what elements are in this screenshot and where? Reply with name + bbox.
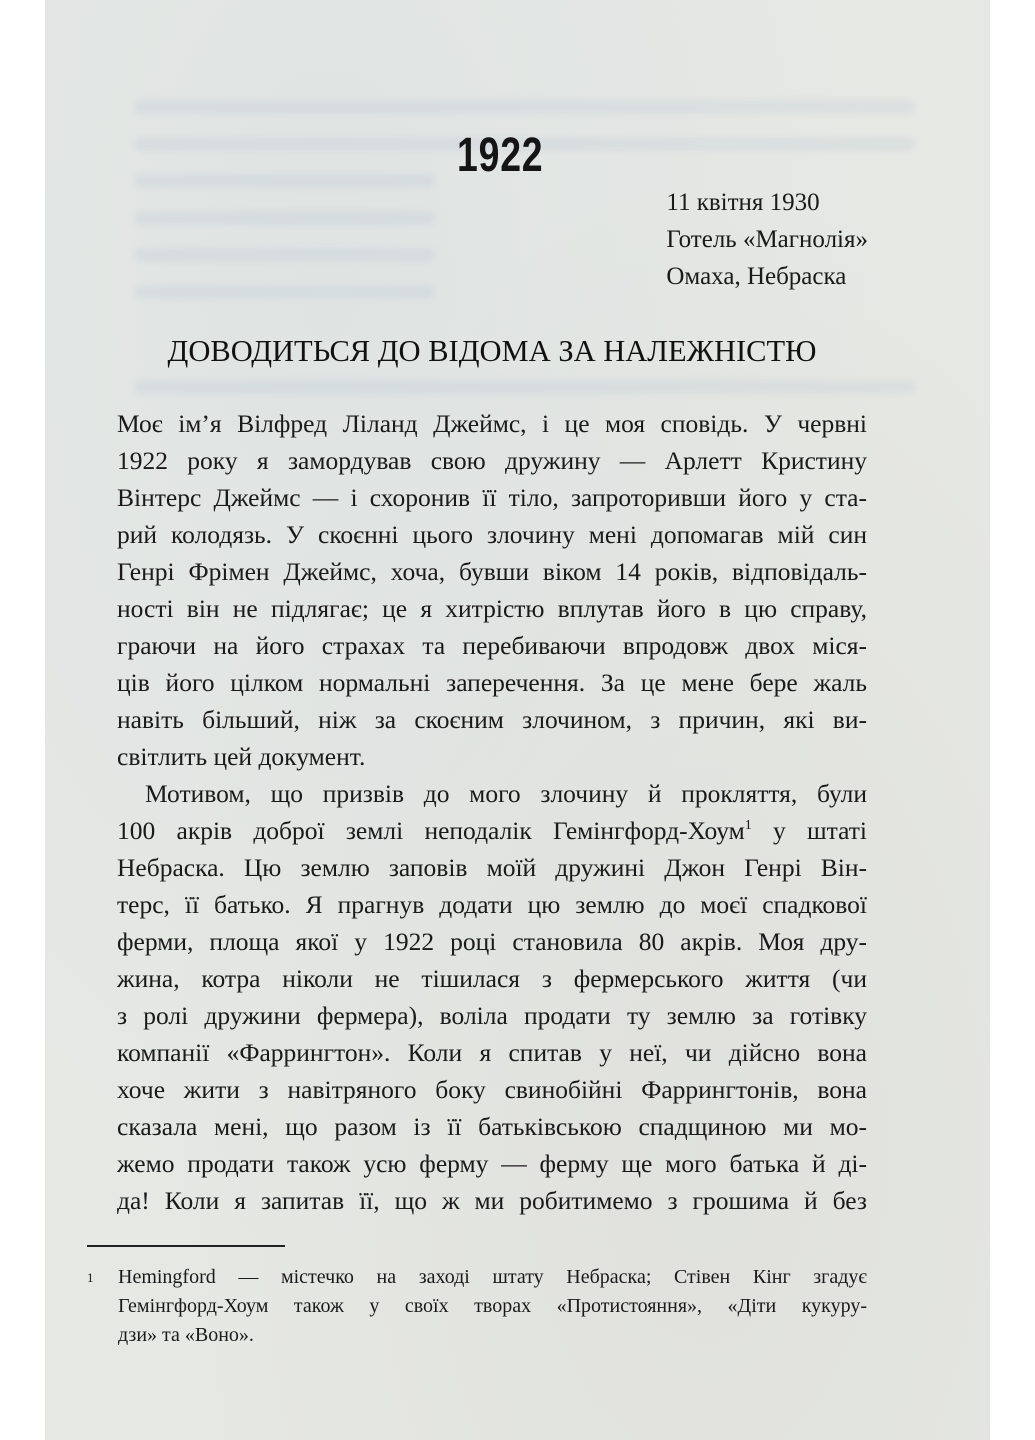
bleed-through-text <box>135 100 915 114</box>
text-line: Генрі Фрімен Джеймс, хоча, бувши віком 14 років, відповідаль- <box>117 557 867 586</box>
text-line: ців його цілком нормальні заперечення. За це мене бере жаль <box>117 668 867 697</box>
footnote-mark: 1 <box>87 1270 94 1285</box>
text-line: ності він не підлягає; це я хитрістю вплутав його в цю справу, <box>117 594 867 623</box>
dateline <box>666 184 868 295</box>
body-text <box>117 405 867 1219</box>
dateline-city: Омаха, Небраска <box>666 263 847 290</box>
bleed-through-text <box>135 248 435 262</box>
text-line: Вінтерс Джеймс — і схоронив її тіло, запроторивши його у ста- <box>117 483 867 512</box>
chapter-number: 1922 <box>457 129 544 182</box>
text-line: світлить цей документ. <box>117 742 366 771</box>
text-line: Мотивом, що призвів до мого злочину й прокляття, були <box>145 779 867 808</box>
text-line: рий колодязь. У скоєнні цього злочину мені допомагав мій син <box>117 520 867 549</box>
text-line: терс, її батько. Я прагнув додати цю землю до моєї спадкової <box>117 890 867 919</box>
text-line: жина, котра ніколи не тішилася з фермерського життя (чи <box>117 964 867 993</box>
bleed-through-text <box>135 380 915 394</box>
text-segment: у штаті <box>751 816 868 845</box>
footnote <box>87 1263 867 1350</box>
dateline-date: 11 квітня 1930 <box>666 189 820 216</box>
footnote-body <box>118 1263 867 1350</box>
text-line: Небраска. Цю землю заповів моїй дружині Джон Генрі Він- <box>117 853 867 882</box>
paragraph-1 <box>117 405 867 775</box>
bleed-through-text <box>135 211 435 225</box>
dateline-hotel: Готель «Магнолія» <box>666 226 868 253</box>
footnote-line: Гемінгфорд-Хоум також у своїх творах «Протистояння», «Діти кукуру- <box>118 1295 867 1317</box>
text-line: да! Коли я запитав її, що ж ми робитимемо з грошима й без <box>117 1186 867 1215</box>
text-line: ферми, площа якої у 1922 році становила 80 акрів. Моя дру- <box>117 927 867 956</box>
footnote-reference[interactable]: 1 <box>744 818 752 833</box>
text-line: хоче жити з навітряного боку свинобійні Фаррингтонів, вона <box>117 1075 867 1104</box>
text-line: граючи на його страхах та перебиваючи впродовж двох міся- <box>117 631 867 660</box>
bleed-through-text <box>135 174 435 188</box>
text-line: 1922 року я замордував свою дружину — Арлетт Кристину <box>117 446 867 475</box>
text-line: з ролі дружини фермера), воліла продати ту землю за готівку <box>117 1001 867 1030</box>
text-line: навіть більший, ніж за скоєним злочином, з причин, які ви- <box>117 705 867 734</box>
bleed-through-text <box>135 285 435 299</box>
text-line-with-footnote <box>117 812 867 849</box>
text-line: сказала мені, що разом із її батьківською спадщиною ми мо- <box>117 1112 867 1141</box>
footnote-line: Hemingford — містечко на заході штату Небраска; Стівен Кінг згадує <box>118 1266 867 1288</box>
footnote-divider <box>87 1245 285 1247</box>
text-line: компанії «Фаррингтон». Коли я спитав у неї, чи дійсно вона <box>117 1038 867 1067</box>
text-line: жемо продати також усю ферму — ферму ще мого батька й ді- <box>117 1149 867 1178</box>
text-line: Моє ім’я Вілфред Ліланд Джеймс, і це моя сповідь. У червні <box>117 409 867 438</box>
footnote-line: дзи» та «Воно». <box>118 1324 254 1346</box>
text-segment: 100 акрів доброї землі неподалік Гемінгфорд-Хоум <box>117 816 745 845</box>
paragraph-2 <box>117 775 867 1219</box>
section-title: ДОВОДИТЬСЯ ДО ВІДОМА ЗА НАЛЕЖНІСТЮ <box>167 334 817 368</box>
